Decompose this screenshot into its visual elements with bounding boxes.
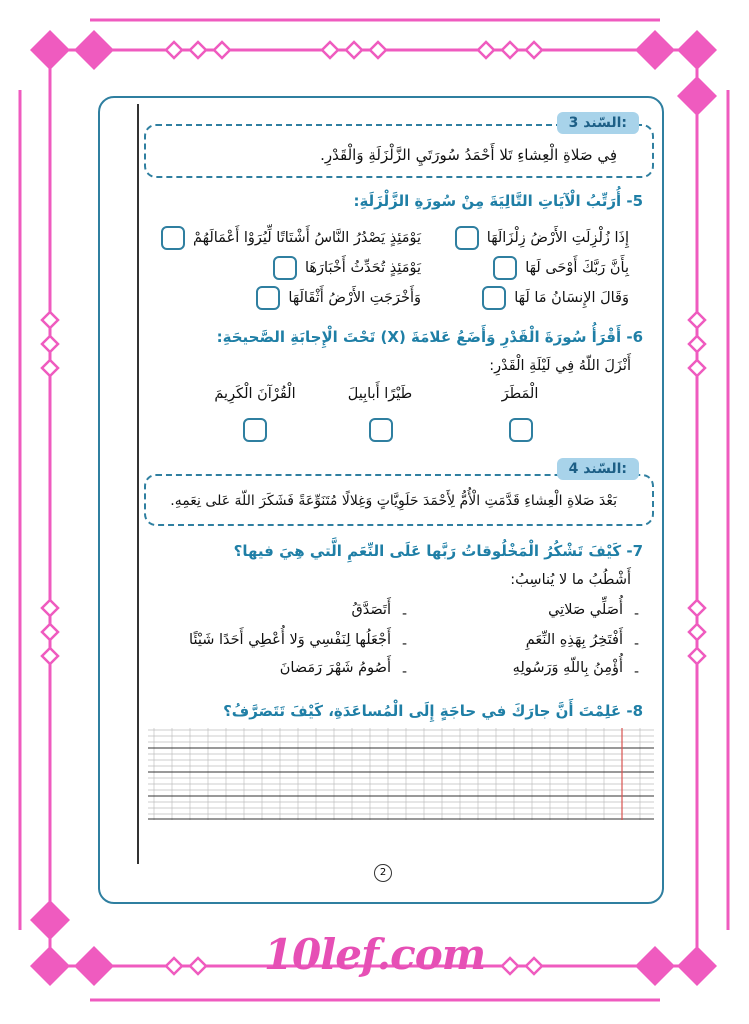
question-8-heading: 8- عَلِمْتَ أَنَّ جارَكَ في حاجَةٍ إِلَى الْمُساعَدَةِ، كَيْفَ تَتَصَرَّفُ؟ [223,702,643,720]
q7-option[interactable]: أَفْتَخِرُ بِهَذِهِ النِّعَمِ [525,632,623,648]
q5-option[interactable]: وَأَخْرَجَتِ الأَرْضُ أَثْقَالَهَا [256,286,421,310]
source-3-text: فِي صَلاةِ الْعِشاءِ تَلا أَحْمَدُ سُورَتَيِ الزَّلْزَلَةِ وَالْقَدْرِ. [320,146,617,164]
question-7-prompt: أَشْطُبُ ما لا يُناسِبُ: [510,572,631,588]
dash: - [402,636,408,652]
question-6-heading: 6- أَقْرَأُ سُورَةَ الْقَدْرِ وَأَضَعُ عَلامَةَ (X) تَحْتَ الْإِجابَةِ الصَّحيحَةِ: [216,328,643,346]
q5-option[interactable]: وَقَالَ الإِنسَانُ مَا لَهَا [482,286,629,310]
q5-option[interactable]: يَوْمَئِذٍ تُحَدِّثُ أَخْبَارَهَا [273,256,421,280]
q7-option[interactable]: أَصُومُ شَهْرَ رَمَضانَ [279,660,391,676]
question-6-prompt: أَنْزَلَ اللّهُ فِي لَيْلَةِ الْقَدْرِ: [489,358,631,374]
q5-option[interactable]: يَوْمَئِذٍ يَصْدُرُ النَّاسُ أَشْتَاتًا لِّيُرَوْا أَعْمَالَهُمْ [161,226,421,250]
source-3-tag: السّند 3: [557,112,639,134]
q5-option[interactable]: بِأَنَّ رَبَّكَ أَوْحَى لَهَا [493,256,629,280]
page-number: 2 [374,864,392,882]
source-4-text: بَعْدَ صَلاةِ الْعِشاءِ قَدَّمَتِ الْأُمُّ لِأَحْمَدَ حَلَوِيَّاتٍ وَغِلالًا مُتَنَوِّعَةً فَشَكَرَ اللّهَ عَلى نِعَمِهِ. [170,493,617,509]
dash: - [634,606,640,622]
checkbox[interactable] [161,226,185,250]
dash: - [402,606,408,622]
margin-line [137,104,139,864]
dash: - [402,664,408,680]
q7-option[interactable]: أَتَصَدَّقُ [351,602,391,618]
checkbox[interactable] [493,256,517,280]
q6-answer: طَيْرًا أَبابِيلَ [347,386,413,402]
q6-answer: الْمَطَرَ [501,386,539,402]
answer-checkbox[interactable] [509,418,533,442]
answer-checkbox[interactable] [369,418,393,442]
q6-answer: الْقُرْآنَ الْكَرِيمَ [214,386,296,402]
q7-option[interactable]: أَجْعَلُها لِنَفْسِي وَلا أُعْطِي أَحَدًا شَيْئًا [189,632,391,648]
q7-option[interactable]: أُصَلِّي صَلاتِي [548,602,623,618]
checkbox[interactable] [455,226,479,250]
checkbox[interactable] [482,286,506,310]
source-4-tag: السّند 4: [557,458,639,480]
answer-checkbox[interactable] [243,418,267,442]
question-5-heading: 5- أُرَتِّبُ الْآيَاتِ التَّالِيَةَ مِنْ سُورَةِ الزَّلْزَلَةِ: [353,192,643,210]
checkbox[interactable] [256,286,280,310]
dash: - [634,664,640,680]
q7-option[interactable]: أُؤْمِنُ بِاللّهِ وَرَسُولِهِ [512,660,623,676]
handwriting-lines[interactable] [148,728,654,820]
checkbox[interactable] [273,256,297,280]
q5-option[interactable]: إِذَا زُلْزِلَتِ الأَرْضُ زِلْزَالَهَا [455,226,629,250]
question-7-heading: 7- كَيْفَ تَشْكُرُ الْمَخْلُوقاتُ رَبَّها عَلَى النِّعَمِ الَّتي هِيَ فيها؟ [233,542,643,560]
dash: - [634,636,640,652]
website-watermark[interactable]: 10lef.com [263,930,486,979]
